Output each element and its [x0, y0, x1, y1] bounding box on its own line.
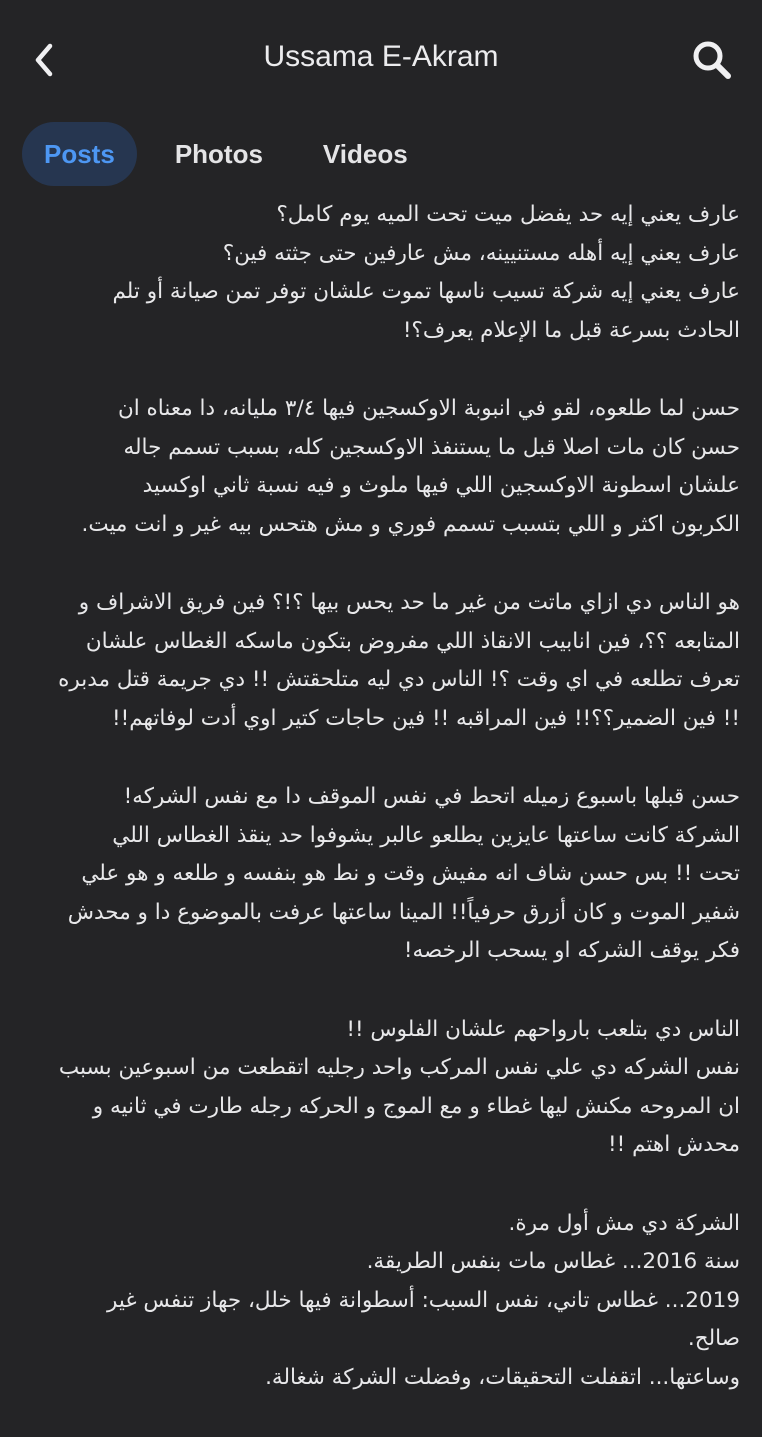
post-line: 2019... غطاس تاني، نفس السبب: أسطوانة فيها خلل، جهاز تنفس غير [107, 1287, 740, 1313]
post-line: الحادث بسرعة قبل ما الإعلام يعرف؟! [402, 317, 740, 343]
post-line: فكر يوقف الشركه او يسحب الرخصه! [403, 938, 740, 963]
post-paragraph [18, 1205, 740, 1398]
post-line: المتابعه ؟؟، فين انابيب الانقاذ اللي مفروض بتكون ماسكه الغطاس علشان [85, 628, 740, 654]
post-line: الناس دي بتلعب بارواحهم علشان الفلوس !! [346, 1016, 740, 1042]
post-line: عارف يعني إيه أهله مستنيينه، مش عارفين حتى جثته فين؟ [222, 240, 740, 266]
top-bar [0, 0, 762, 118]
post-line: حسن قبلها باسبوع زميله اتحط في نفس الموقف دا مع نفس الشركه! [123, 784, 740, 809]
post-line: سنة 2016... غطاس مات بنفس الطريقة. [366, 1249, 740, 1274]
search-icon [690, 38, 734, 82]
tab-posts[interactable]: Posts [22, 122, 137, 186]
post-line: عارف يعني إيه حد يفضل ميت تحت الميه يوم كامل؟ [276, 202, 740, 227]
post-line: الشركة دي مش أول مرة. [508, 1210, 740, 1236]
tab-photos[interactable]: Photos [174, 139, 263, 169]
post-line: شفير الموت و كان أزرق حرفياً!! المينا ساعتها عرفت بالموضوع دا و محدش [67, 899, 740, 925]
post-line: علشان اسطونة الاوكسجين اللي فيها ملوث و فيه نسبة ثاني اوكسيد [142, 473, 740, 498]
profile-name-title: Ussama E-Akram [263, 40, 499, 73]
post-line: صالح. [687, 1326, 740, 1351]
post-line: نفس الشركه دي علي نفس المركب واحد رجليه اتقطعت من اسبوعين بسبب [58, 1055, 740, 1080]
post-line: الشركة كانت ساعتها عايزين يطلعو عالبر يشوفوا حد ينقذ الغطاس اللي [112, 822, 740, 848]
post-line: محدش اهتم !! [608, 1132, 740, 1157]
post-line: الكربون اكثر و اللي بتسبب تسمم فوري و مش هتحس بيه غير و انت ميت. [81, 511, 740, 537]
post-text [18, 196, 740, 1437]
profile-tabs [22, 122, 446, 186]
post-line: تعرف تطلعه في اي وقت ؟! الناس دي ليه متلحقتش !! دي جريمة قتل مدبره [58, 667, 740, 692]
post-line: ان المروحه مكنش ليها غطاء و مع الموج و الحركه رجله طارت في ثانيه و [92, 1093, 740, 1119]
post-line: وساعتها... اتقفلت التحقيقات، وفضلت الشركة شغالة. [265, 1364, 740, 1390]
post-paragraph [18, 390, 740, 544]
post-line: هو الناس دي ازاي ماتت من غير ما حد يحس بيها ؟!؟ فين فريق الاشراف و [78, 590, 740, 615]
post-line: حسن لما طلعوه، لقو في انبوبة الاوكسجين فيها ٣/٤ مليانه، دا معناه ان [117, 396, 740, 421]
post-line: تحت !! بس حسن شاف انه مفيش وقت و نط هو بنفسه و طلعه و هو علي [81, 861, 740, 886]
post-line: !! فين الضمير؟؟!! فين المراقبه !! فين حاجات كتير اوي أدت لوفاتهم!! [111, 705, 740, 731]
post-line: حسن كان مات اصلا قبل ما يستنفذ الاوكسجين كله، بسبب تسمم جاله [123, 434, 740, 460]
search-button[interactable] [690, 38, 734, 82]
post-paragraph [18, 1011, 740, 1165]
post-paragraph [18, 584, 740, 738]
post-paragraph [18, 778, 740, 971]
post-line: عارف يعني إيه شركة تسيب ناسها تموت علشان توفر تمن صيانة أو تلم [112, 279, 740, 304]
tab-videos[interactable]: Videos [322, 139, 408, 169]
post-paragraph [18, 196, 740, 350]
